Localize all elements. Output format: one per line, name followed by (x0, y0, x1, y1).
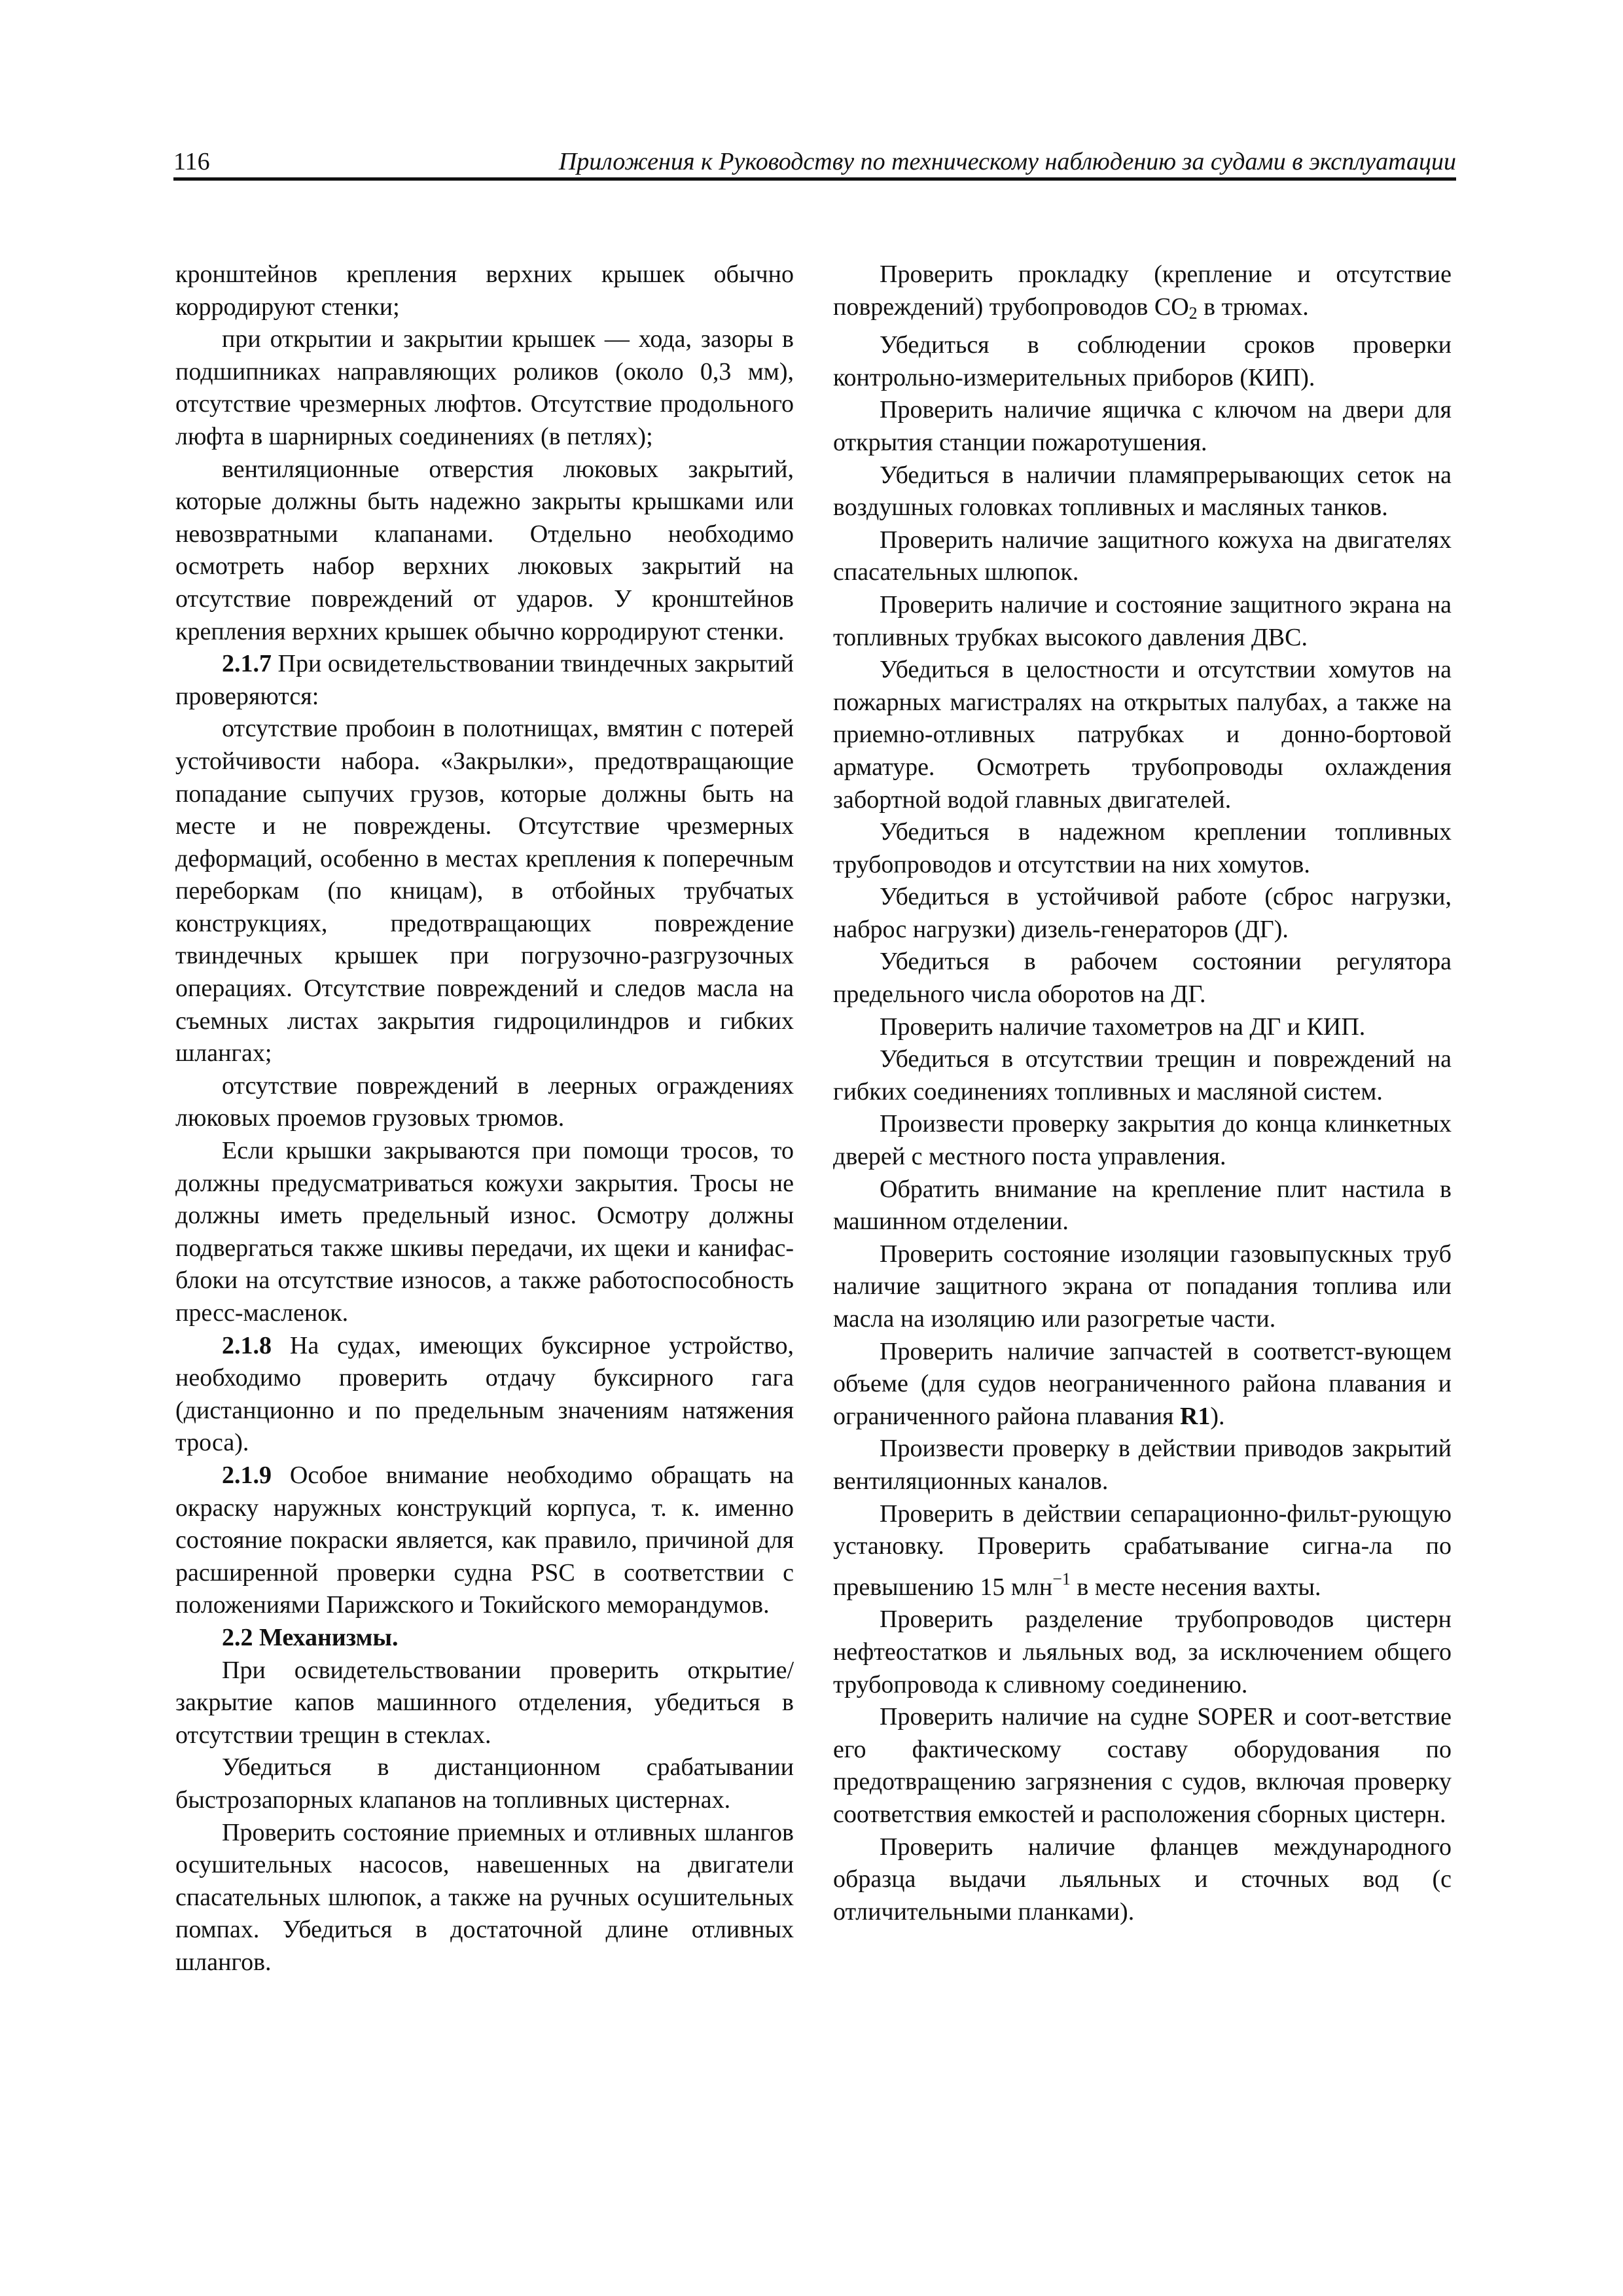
clause-number: 2.1.9 (222, 1461, 272, 1489)
paragraph: Проверить наличие и состояние защитного экрана на топливных трубках высокого давления ДВС. (833, 590, 1452, 651)
paragraph: Если крышки закрываются при помощи тросов, то должны предусматриваться кожухи закрытия. Тросы не должны иметь предельный износ. Осмотру должны подвергаться также шкивы передачи, их щеки и канифас-блоки на отсутствие износов, а также работоспособность пресс-масленок. (175, 1137, 794, 1327)
paragraph-text: При освидетельствовании твиндечных закрытий проверяются: (175, 650, 794, 710)
paragraph: Проверить состояние приемных и отливных шлангов осушительных насосов, навешенных на двигатели спасательных шлюпок, а также на ручных осушительных помпах. Убедиться в достаточной длине отливных шлангов. (175, 1818, 794, 1976)
clause-number: 2.1.8 (222, 1331, 272, 1359)
paragraph: Убедиться в дистанционном срабатывании быстрозапорных клапанов на топливных цистернах. (175, 1753, 794, 1814)
paragraph: Проверить наличие фланцев международного образца выдачи льяльных и сточных вод (с отличительными планками). (833, 1833, 1452, 1926)
paragraph: Убедиться в устойчивой работе (сброс нагрузки, наброс нагрузки) дизель-генераторов (ДГ). (833, 883, 1452, 943)
paragraph: отсутствие пробоин в полотнищах, вмятин с потерей устойчивости набора. «Закрылки», предотвращающие попадание сыпучих грузов, которые должны быть на месте и не повреждены. Отсутствие чрезмерных деформаций, особенно в местах крепления к поперечным переборкам (по кницам), в отбойных трубчатых конструкциях, предотвращающих повреждение твиндечных крышек при погрузочно-разгрузочных операциях. Отсутствие повреждений и следов масла на съемных листах закрытия гидроцилиндров и гибких шлангах; (175, 715, 794, 1067)
paragraph (175, 1460, 794, 1622)
paragraph-text: в месте несения вахты. (1070, 1573, 1321, 1601)
paragraph: Убедиться в наличии пламяпрерывающих сеток на воздушных головках топливных и масляных танков. (833, 461, 1452, 522)
paragraph: Произвести проверку в действии приводов закрытий вентиляционных каналов. (833, 1435, 1452, 1495)
paragraph (175, 1330, 794, 1460)
subscript: 2 (1188, 303, 1198, 323)
paragraph: вентиляционные отверстия люковых закрытий, которые должны быть надежно закрыты крышками или невозвратными клапанами. Отдельно необходимо осмотреть набор верхних люковых закрытий на отсутствие повреждений от ударов. У кронштейнов крепления верхних крышек обычно корродируют стенки. (175, 455, 794, 645)
paragraph: отсутствие повреждений в леерных ограждениях люковых проемов грузовых трюмов. (175, 1071, 794, 1132)
paragraph-text: Проверить прокладку (крепление и отсутствие повреждений) трубопроводов CO (833, 260, 1452, 321)
paragraph: Убедиться в отсутствии трещин и повреждений на гибких соединениях топливных и масляной систем. (833, 1045, 1452, 1105)
paragraph: кронштейнов крепления верхних крышек обычно корродируют стенки; (175, 260, 794, 321)
paragraph: Проверить наличие защитного кожуха на двигателях спасательных шлюпок. (833, 526, 1452, 586)
clause-number: 2.1.7 (222, 650, 272, 678)
left-column (175, 259, 794, 1979)
running-title: Приложения к Руководству по техническому наблюдению за судами в эксплуатации (558, 148, 1456, 175)
paragraph-text: На судах, имеющих буксирное устройство, необходимо проверить отдачу буксирного гага (дистанционно и по предельным значениям натяжения троса). (175, 1331, 794, 1457)
paragraph: при открытии и закрытии крышек — хода, зазоры в подшипниках направляющих роликов (около 0,3 мм), отсутствие чрезмерных люфтов. Отсутствие продольного люфта в шарнирных соединениях (в петлях); (175, 325, 794, 450)
paragraph-text: в трюмах. (1197, 293, 1309, 321)
paragraph: Убедиться в рабочем состоянии регулятора предельного числа оборотов на ДГ. (833, 948, 1452, 1009)
paragraph-text: Проверить наличие запчастей в соответст-вующем объеме (для судов неограниченного района плавания и ограниченного района плавания (833, 1337, 1452, 1430)
right-column (833, 259, 1452, 1928)
page-number: 116 (173, 148, 210, 175)
paragraph: Проверить наличие тахометров на ДГ и КИП. (880, 1013, 1366, 1041)
section-heading (175, 1622, 794, 1655)
superscript: −1 (1052, 1569, 1071, 1588)
paragraph: Проверить наличие на судне SOPER и соот-ветствие его фактическому составу оборудования по предотвращению загрязнения с судов, включая проверку соответствия емкостей и расположения сборных цистерн. (833, 1703, 1452, 1828)
paragraph: Убедиться в целостности и отсутствии хомутов на пожарных магистралях на открытых палубах, а также на приемно-отливных патрубках и донно-бортовой арматуре. Осмотреть трубопроводы охлаждения забортной водой главных двигателей. (833, 656, 1452, 814)
paragraph: Проверить наличие ящичка с ключом на двери для открытия станции пожаротушения. (833, 396, 1452, 456)
paragraph: Проверить состояние изоляции газовыпускных труб наличие защитного экрана от попадания топлива или масла на изоляцию или разогретые части. (833, 1240, 1452, 1333)
paragraph (833, 1336, 1452, 1433)
section-heading-text: 2.2 Механизмы. (222, 1623, 399, 1651)
paragraph: Обратить внимание на крепление плит настила в машинном отделении. (833, 1175, 1452, 1236)
paragraph (833, 1498, 1452, 1604)
paragraph: При освидетельствовании проверить открытие/закрытие капов машинного отделения, убедиться в отсутствии трещин в стеклах. (175, 1656, 794, 1749)
paragraph (175, 648, 794, 713)
paragraph (833, 259, 1452, 329)
header-rule (173, 177, 1456, 181)
paragraph-text: ). (1210, 1402, 1225, 1430)
paragraph: Произвести проверку закрытия до конца клинкетных дверей с местного поста управления. (833, 1110, 1452, 1171)
paragraph: Проверить разделение трубопроводов цистерн нефтеостатков и льяльных вод, за исключением общего трубопровода к сливному соединению. (833, 1605, 1452, 1698)
paragraph: Убедиться в надежном креплении топливных трубопроводов и отсутствии на них хомутов. (833, 818, 1452, 878)
paragraph: Убедиться в соблюдении сроков проверки контрольно-измерительных приборов (КИП). (833, 331, 1452, 391)
paragraph-text: Особое внимание необходимо обращать на окраску наружных конструкций корпуса, т. к. именно состояние покраски является, как правило, причиной для расширенной проверки судна PSC в соответствии с положениями Парижского и Токийского меморандумов. (175, 1461, 794, 1619)
paragraph-text: Проверить в действии сепарационно-фильт-рующую установку. Проверить срабатывание сигна-ла по превышению 15 млн (833, 1499, 1452, 1601)
page-header (173, 145, 1456, 178)
region-code: R1 (1179, 1402, 1211, 1430)
